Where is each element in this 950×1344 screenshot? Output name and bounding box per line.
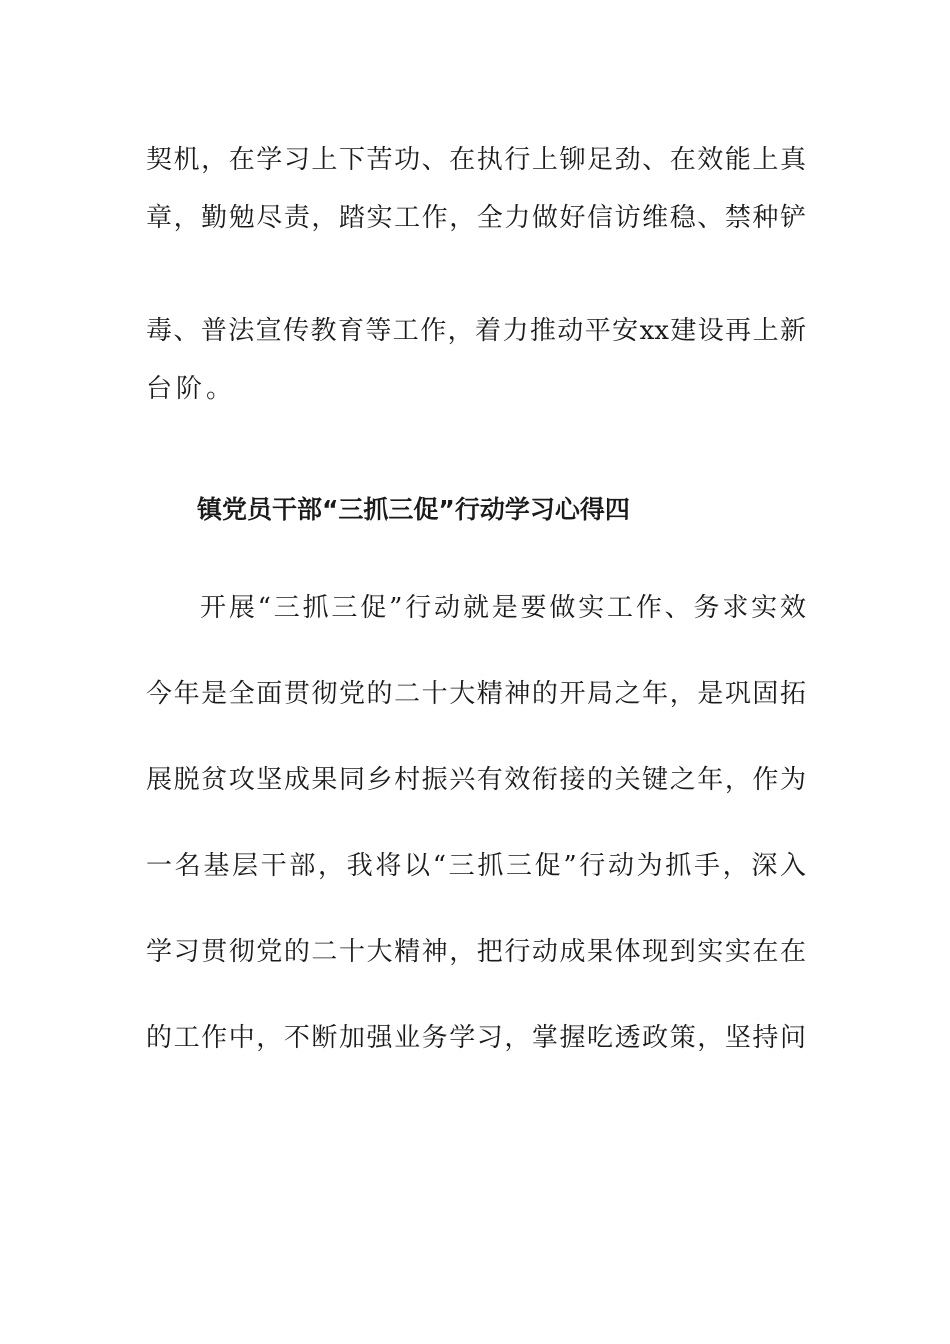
paragraph-line: 今年是全面贯彻党的二十大精神的开局之年，是巩固拓 <box>146 679 806 709</box>
paragraph-line: 学习贯彻党的二十大精神，把行动成果体现到实实在在 <box>146 937 806 967</box>
paragraph-line: 展脱贫攻坚成果同乡村振兴有效衔接的关键之年，作为 <box>146 765 806 795</box>
paragraph-line: 的工作中，不断加强业务学习，掌握吃透政策，坚持问 <box>146 1023 806 1053</box>
paragraph-line: 毒、普法宣传教育等工作，着力推动平安xx建设再上新 <box>146 316 806 346</box>
section-heading: 镇党员干部“三抓三促”行动学习心得四 <box>197 495 630 524</box>
paragraph-line: 开展“三抓三促”行动就是要做实工作、务求实效 <box>200 593 806 623</box>
paragraph-line: 台阶。 <box>146 374 237 404</box>
paragraph-line: 契机，在学习上下苦功、在执行上铆足劲、在效能上真 <box>146 145 806 175</box>
paragraph-line: 章，勤勉尽责，踏实工作，全力做好信访维稳、禁种铲 <box>146 203 806 233</box>
paragraph-line: 一名基层干部，我将以“三抓三促”行动为抓手，深入 <box>146 851 806 881</box>
